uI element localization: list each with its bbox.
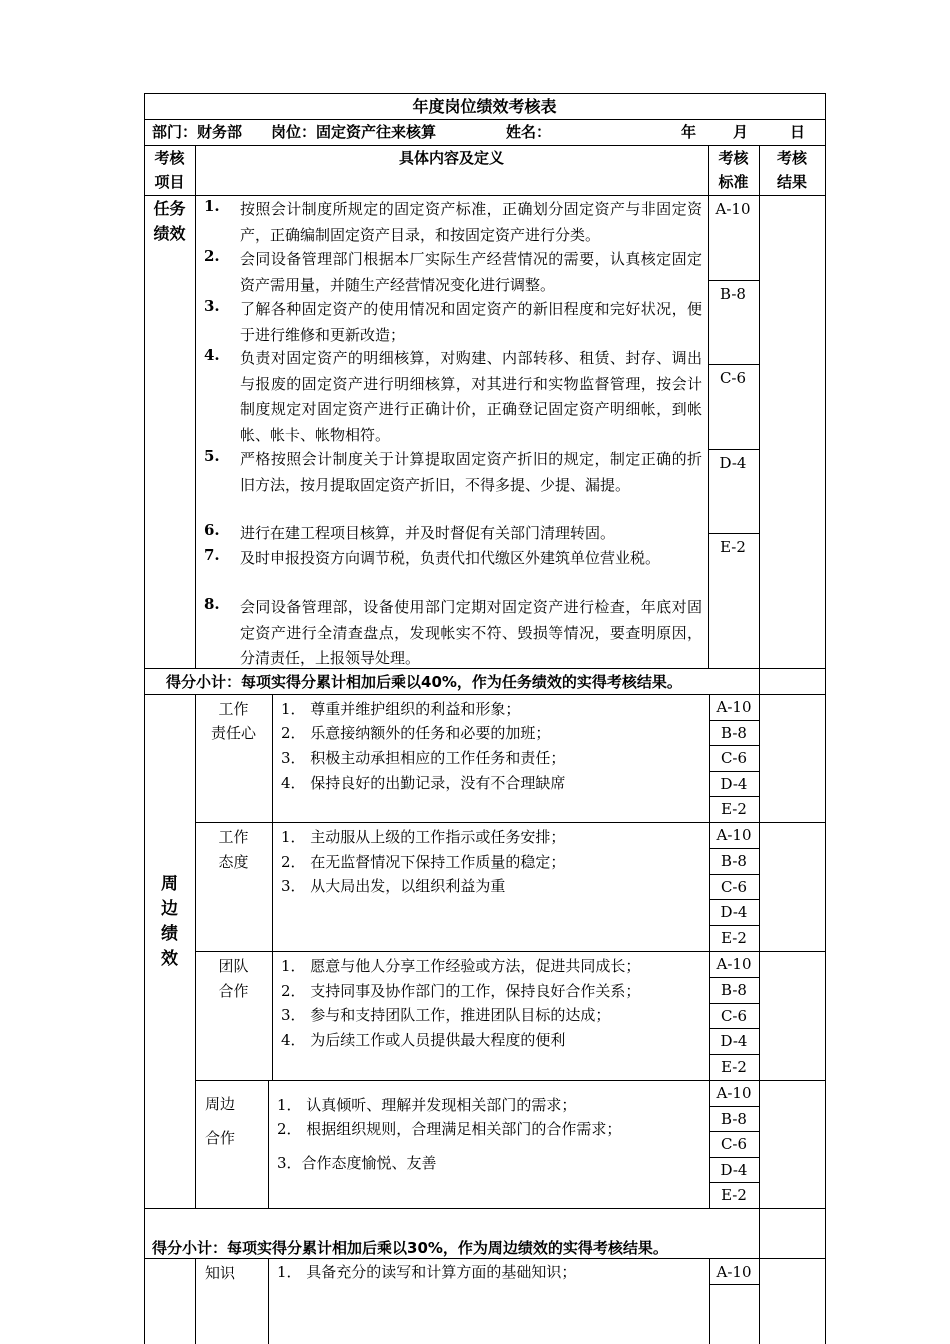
grade-d: D-4 (719, 454, 747, 472)
department-label: 部门：财务部 (152, 123, 243, 141)
task-label-line2: 绩效 (153, 224, 186, 243)
peripheral-label-3: 绩 (161, 924, 178, 944)
peripheral-subtotal: 得分小计：每项实得分累计相加后乘以30%，作为周边绩效的实得考核结果。 (152, 1239, 668, 1257)
list-item: 2． 乐意接纳额外的任务和必要的加班； (281, 724, 551, 742)
rule (144, 1208, 825, 1209)
grade-d: D-4 (720, 775, 748, 793)
border-top (144, 93, 825, 94)
grade-b: B-8 (720, 285, 746, 303)
grade-b: B-8 (721, 1110, 747, 1128)
list-item: 1． 主动服从上级的工作指示或任务安排； (281, 828, 566, 846)
rule (759, 145, 760, 1344)
header-standard-line2: 标准 (718, 173, 749, 191)
list-item: 3． 积极主动承担相应的工作任务和责任； (281, 749, 566, 767)
list-item: 4． 为后续工作或人员提供最大程度的便利 (281, 1031, 566, 1049)
list-item: 2． 支持同事及协作部门的工作，保持良好合作关系； (281, 982, 641, 1000)
header-result-line2: 结果 (776, 173, 807, 191)
rule (708, 533, 759, 534)
grade-a: A-10 (716, 955, 752, 973)
grade-b: B-8 (721, 724, 747, 742)
peripheral-label-1: 周 (161, 874, 178, 894)
grade-c: C-6 (720, 1135, 748, 1153)
section-name-line1: 团队 (218, 957, 249, 975)
list-item: 3． 参与和支持团队工作，推进团队目标的达成； (281, 1006, 611, 1024)
rule (268, 1258, 269, 1344)
peripheral-label-4: 效 (161, 949, 178, 969)
grade-e: E-2 (721, 800, 747, 818)
grade-e: E-2 (721, 1058, 747, 1076)
grade-d: D-4 (720, 903, 748, 921)
grade-e: E-2 (720, 538, 746, 556)
grade-a: A-10 (715, 200, 751, 218)
list-item: 2． 在无监督情况下保持工作质量的稳定； (281, 853, 566, 871)
grade-b: B-8 (721, 981, 747, 999)
form-title: 年度岗位绩效考核表 (412, 97, 557, 116)
grade-a: A-10 (716, 698, 752, 716)
task-subtotal: 得分小计：每项实得分累计相加后乘以40%，作为任务绩效的实得考核结果。 (166, 673, 682, 691)
grade-a: A-10 (716, 1084, 752, 1102)
section-name-line2: 态度 (218, 853, 249, 871)
rule (708, 449, 759, 450)
grade-c: C-6 (719, 369, 747, 387)
list-item: 2． 根据组织规则，合理满足相关部门的合作需求； (277, 1120, 622, 1138)
grade-a: A-10 (716, 1263, 752, 1281)
section-name-line1: 工作 (218, 828, 249, 846)
border-right (825, 93, 826, 1344)
task-label-line1: 任务 (153, 199, 186, 218)
border-left (144, 93, 145, 1344)
grade-a: A-10 (716, 826, 752, 844)
list-item: 1． 具备充分的读写和计算方面的基础知识； (277, 1263, 577, 1281)
rule (272, 694, 273, 1080)
header-standard-line1: 考核 (718, 149, 749, 167)
section-name-line2: 合作 (205, 1129, 236, 1147)
rule (144, 195, 825, 196)
list-item: 1． 认真倾听、理解并发现相关部门的需求； (277, 1096, 577, 1114)
section-name-line2: 责任心 (210, 724, 256, 742)
year-label: 年 (681, 123, 697, 141)
section-name-line1: 工作 (218, 700, 249, 718)
month-label: 月 (733, 123, 749, 141)
list-item: 1． 愿意与他人分享工作经验或方法，促进共同成长； (281, 957, 641, 975)
rule (268, 1080, 269, 1208)
list-item: 3．合作态度愉悦、友善 (277, 1154, 437, 1172)
grade-c: C-6 (720, 749, 748, 767)
position-label: 岗位：固定资产往来核算 (271, 123, 437, 141)
grade-e: E-2 (721, 1186, 747, 1204)
section-name-line2: 合作 (218, 982, 249, 1000)
header-item-line1: 考核 (154, 149, 185, 167)
list-item: 4． 保持良好的出勤记录，没有不合理缺席 (281, 774, 566, 792)
peripheral-label-2: 边 (161, 899, 178, 919)
grade-d: D-4 (720, 1161, 748, 1179)
rule (708, 145, 709, 668)
rule (195, 1258, 196, 1344)
grade-c: C-6 (720, 878, 748, 896)
rule (144, 119, 825, 120)
header-result-line1: 考核 (776, 149, 807, 167)
grade-d: D-4 (720, 1032, 748, 1050)
name-label: 姓名： (506, 123, 552, 141)
grade-b: B-8 (721, 852, 747, 870)
appraisal-form: 年度岗位绩效考核表 部门：财务部 岗位：固定资产往来核算 姓名： 年 月 日 考核 项目 具体内容及定义 考核 标准 考核 结果 任务 绩效 1. 按照会计制度所规定的固定资产标准，正确划分固定资产与非固定资产，正确编制固定资产目录，和按固定资产进行分类。 2. 会同设备管理部门根据本厂实际生产经营情况的需要，认真核定固定资产需用量，并随生产经营情况变化进行调整。 3. 了解各种固定资产的使用情况和固定资产的新旧程度和完好状况，便于进行维修和更新改造； 4. 负责对固定资产的明细核算，对购建、内部转移、租赁、封存、调出与报废的固定资产进行明细核算，对其进行和实物监督管理，按会计制度规定对固定资产进行正确计价，正确登记固定资产明细帐，到帐帐、帐卡、帐物相符。 5. 严格按照会计制度关于计算提取固定资产折旧的规定，制定正确的折旧方法，按月提取固定资产折旧，不得多提、少提、漏提。 6. 进行在建工程项目核算，并及时督促有关部门清理转固。 7. 及时申报投资方向调节税，负责代扣代缴区外建筑单位营业税。 8. 会同设备管理部，设备使用部门定期对固定资产进行检查，年底对固定资产进行全清查盘点，发现帐实不符、毁损等情况，要查明原因，分清责任，上报领导处理。 A-10 B-8 C-6 D-4 E-2 得分小计：每项实得分累计相加后乘以40%，作为任务绩效的实得考核结果。 周 边 绩 效 工作 责任心 1． 尊重并维护组织的利益和形象； 2． 乐意接纳额外的任务和必要的加班； 3． 积极主动承担相应的工作任务和责任； 4． 保持良好的出勤记录，没有不合理缺席 A-10 B-8 C-6 D-4 E-2 工作 态度 1． 主动服从上级的工作指示或任务安排； 2． 在无监督情况下保持工作质量的稳定； 3． 从大局出发，以组织利益为重 A-10 B-8 C-6 D-4 E-2 团队 合作 1． 愿意与他人分享工作经验或方法，促进共同成长； 2． 支持同事及协作部门的工作，保持良好合作关系； 3． 参与和支持团队工作，推进团队目标的达成； 4． 为后续工作或人员提供最大程度的便利 A-10 B-8 C-6 D-4 E-2 周边 合作 1． 认真倾听、理解并发现相关部门的需求； 2． 根据组织规则，合理满足相关部门的合作需求； 3．合作态度愉悦、友善 A-10 B-8 C-6 D-4 E-2 得分小计：每项实得分累计相加后乘以30%，作为周边绩效的实得考核结果。 知识 1． 具备充分的读写和计算方面的基础知识； A-10 (0, 0, 950, 1344)
list-item: 1． 尊重并维护组织的利益和形象； (281, 700, 521, 718)
rule (195, 145, 196, 668)
header-item-line2: 项目 (154, 173, 185, 191)
list-item: 3． 从大局出发，以组织利益为重 (281, 877, 506, 895)
header-content: 具体内容及定义 (398, 149, 504, 167)
rule (708, 364, 759, 365)
grade-c: C-6 (720, 1007, 748, 1025)
day-label: 日 (790, 123, 806, 141)
knowledge-name: 知识 (205, 1264, 236, 1282)
grade-e: E-2 (721, 929, 747, 947)
section-name-line1: 周边 (205, 1095, 236, 1113)
rule (708, 280, 759, 281)
